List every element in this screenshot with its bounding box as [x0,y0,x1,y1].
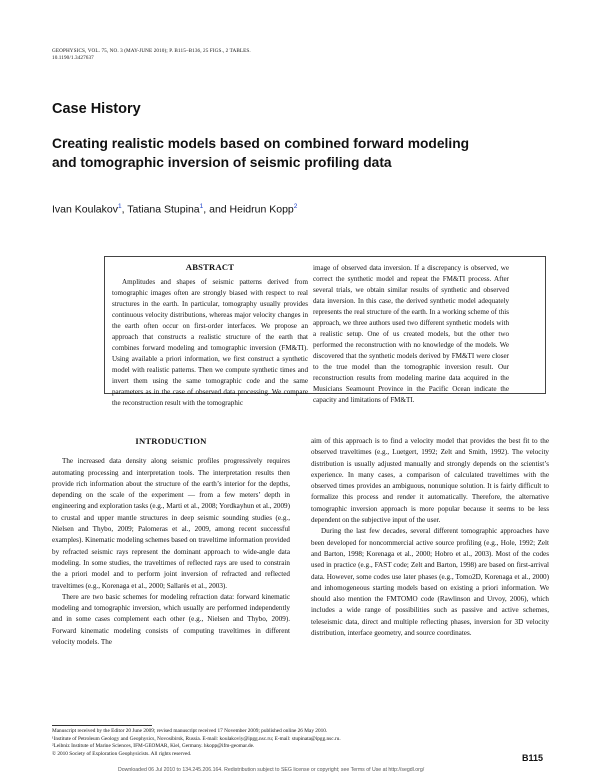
affiliation-link[interactable]: 1 [199,203,204,210]
body-paragraph: During the last few decades, several different tomographic approaches have been developed for noncommercial active source profiling (e.g., Hole, 1992; Zelt and Barton, 1998; Korenaga et al., 2000; Hobro et al., 2003). Most of the codes used in practice (e.g., FAST code; Zelt and Barton, 1998) are based on first-arrival data. However, some codes use later phases (e.g., Tomo2D, Korenaga et al., 2000) and inhomogeneous starting models based on existing a priori information. We should also mention the FMTOMO code (Rawlinson and Urvoy, 2006), which includes a wide range of possibilities such as passive and active schemes, teleseismic data, direct and multiple reflecting phases, inversion for 3D velocity distribution, interface geometry, and source coordinates. [311,527,549,638]
journal-header [52,48,251,62]
paper-title [52,134,562,172]
copyright-note: © 2010 Society of Exploration Geophysicists. All rights reserved. [52,750,192,757]
received-note: Manuscript received by the Editor 20 June 2009; revised manuscript received 17 November 2009; published online 26 May 2010. [52,728,328,734]
journal-citation: GEOPHYSICS, VOL. 75, NO. 3 (MAY-JUNE 2010); P. B115–B136, 25 FIGS., 2 TABLES. [52,48,251,54]
body-paragraph: aim of this approach is to find a velocity model that provides the best fit to the observed traveltimes (e.g., Luetgert, 1992; Zelt and Smith, 1992). The velocity distribution is usually adjusted manually and strongly depends on the scientist’s experience. In many cases, a comparison of calculated traveltimes with the observed times provides an ambiguous, nonunique solution. It is fairly difficult to formalize this process and render it automatically. Therefore, the alternative tomographic inversion approach is more popular because it seems to be less dependent on the subjective input of the user. [311,437,549,525]
abstract-column-left [112,262,308,409]
download-notice: Downloaded 06 Jul 2010 to 134.245.206.164. Redistribution subject to SEG license or copyright; see Terms of Use at http://segdl.org/ [118,767,425,773]
title-line-2: and tomographic inversion of seismic profiling data [52,155,392,170]
abstract-paragraph: image of observed data inversion. If a discrepancy is observed, we correct the synthetic model and repeat the FM&TI process. After several trials, we obtain similar results of synthetic and observed data inversion. In this case, the derived synthetic model adequately represents the real structure of the earth. In a working scheme of this approach, we three authors used two different synthetic models with a realistic setup. One of us created models, but the other two performed the reconstruction with no knowledge of the models. We discovered that the synthetic models derived by FM&TI were closer to the true model than the tomographic inversion result. Our reconstruction results from modeling marine data acquired in the Musicians Seamount Province in the Pacific Ocean indicate the capacity and limitations of FM&TI. [313,264,509,404]
body-column-right [311,436,549,639]
doi: 10.1190/1.3427637 [52,55,94,61]
affiliation-2: ²Leibniz Institute of Marine Sciences, IFM-GEOMAR, Kiel, Germany. hkopp@ifm-geomar.de. [52,743,255,749]
footnote-rule [52,725,152,726]
page-number: B115 [522,753,544,763]
affiliation-1: ¹Institute of Petroleum Geology and Geophysics, Novosibirsk, Russia. E-mail: koulakoviy@ipgg.nsc.ru; E-mail: stupinata@ipgg.nsc.ru. [52,735,341,742]
abstract-paragraph: Amplitudes and shapes of seismic patterns derived from tomographic images often are strongly biased with respect to real structures in the earth. In particular, tomography usually provides continuous velocity distributions, whereas major velocity changes in the earth often occur on first-order interfaces. We propose an approach that constructs a realistic structure of the earth that combines forward modeling and tomographic inversion (FM&TI). Using available a priori information, we first construct a synthetic model with realistic patterns. Then we compute synthetic times and invert them using the same tomographic code and the same parameters as in the case of observed data processing. We compare the reconstruction result with the tomographic [112,278,308,407]
introduction-heading: INTRODUCTION [135,436,207,446]
section-label: Case History [52,101,141,117]
affiliation-link[interactable]: 2 [293,203,298,210]
body-paragraph: There are two basic schemes for modeling refraction data: forward kinematic modeling and tomographic inversion, which usually are performed independently and in some cases complement each other (e.g., Nielsen and Thybo, 2009). Forward kinematic modeling consists of computing traveltimes in different velocity models. The [52,592,290,647]
author-name: , Tatiana Stupina [121,203,200,216]
author-list [52,203,297,216]
author-name: Ivan Koulakov [52,203,118,216]
abstract-heading: ABSTRACT [185,262,235,272]
affiliation-link[interactable]: 1 [117,203,122,210]
title-line-1: Creating realistic models based on combined forward modeling [52,136,470,151]
footnotes [52,728,522,758]
body-paragraph: The increased data density along seismic profiles progressively requires automating processing and interpretation tools. The interpretation results then provide rich information about the structure of the earth’s interior for the depths, depending on the scale of the experiment — from a few meters’ depth in engineering and exploration tasks (e.g., Marti et al., 2008; Yordkayhun et al., 2009) to crustal and upper mantle structures in deep seismic sounding studies (e.g., Nielsen and Thybo, 2009; Palomeras et al., 2009, among recent successful examples). Kinematic modeling schemes based on traveltime information provided by refracted seismic rays represent the dominant approach to wide-angle data modeling. In some studies, the traveltimes of reflected rays are used to constrain the a priori model and to perform joint inversion of refracted and reflected traveltimes (e.g., Korenaga et al., 2000; Sallarès et al., 2003). [52,457,290,590]
abstract-column-right [313,263,509,406]
body-column-left [52,436,290,648]
author-name: , and Heidrun Kopp [203,203,294,216]
